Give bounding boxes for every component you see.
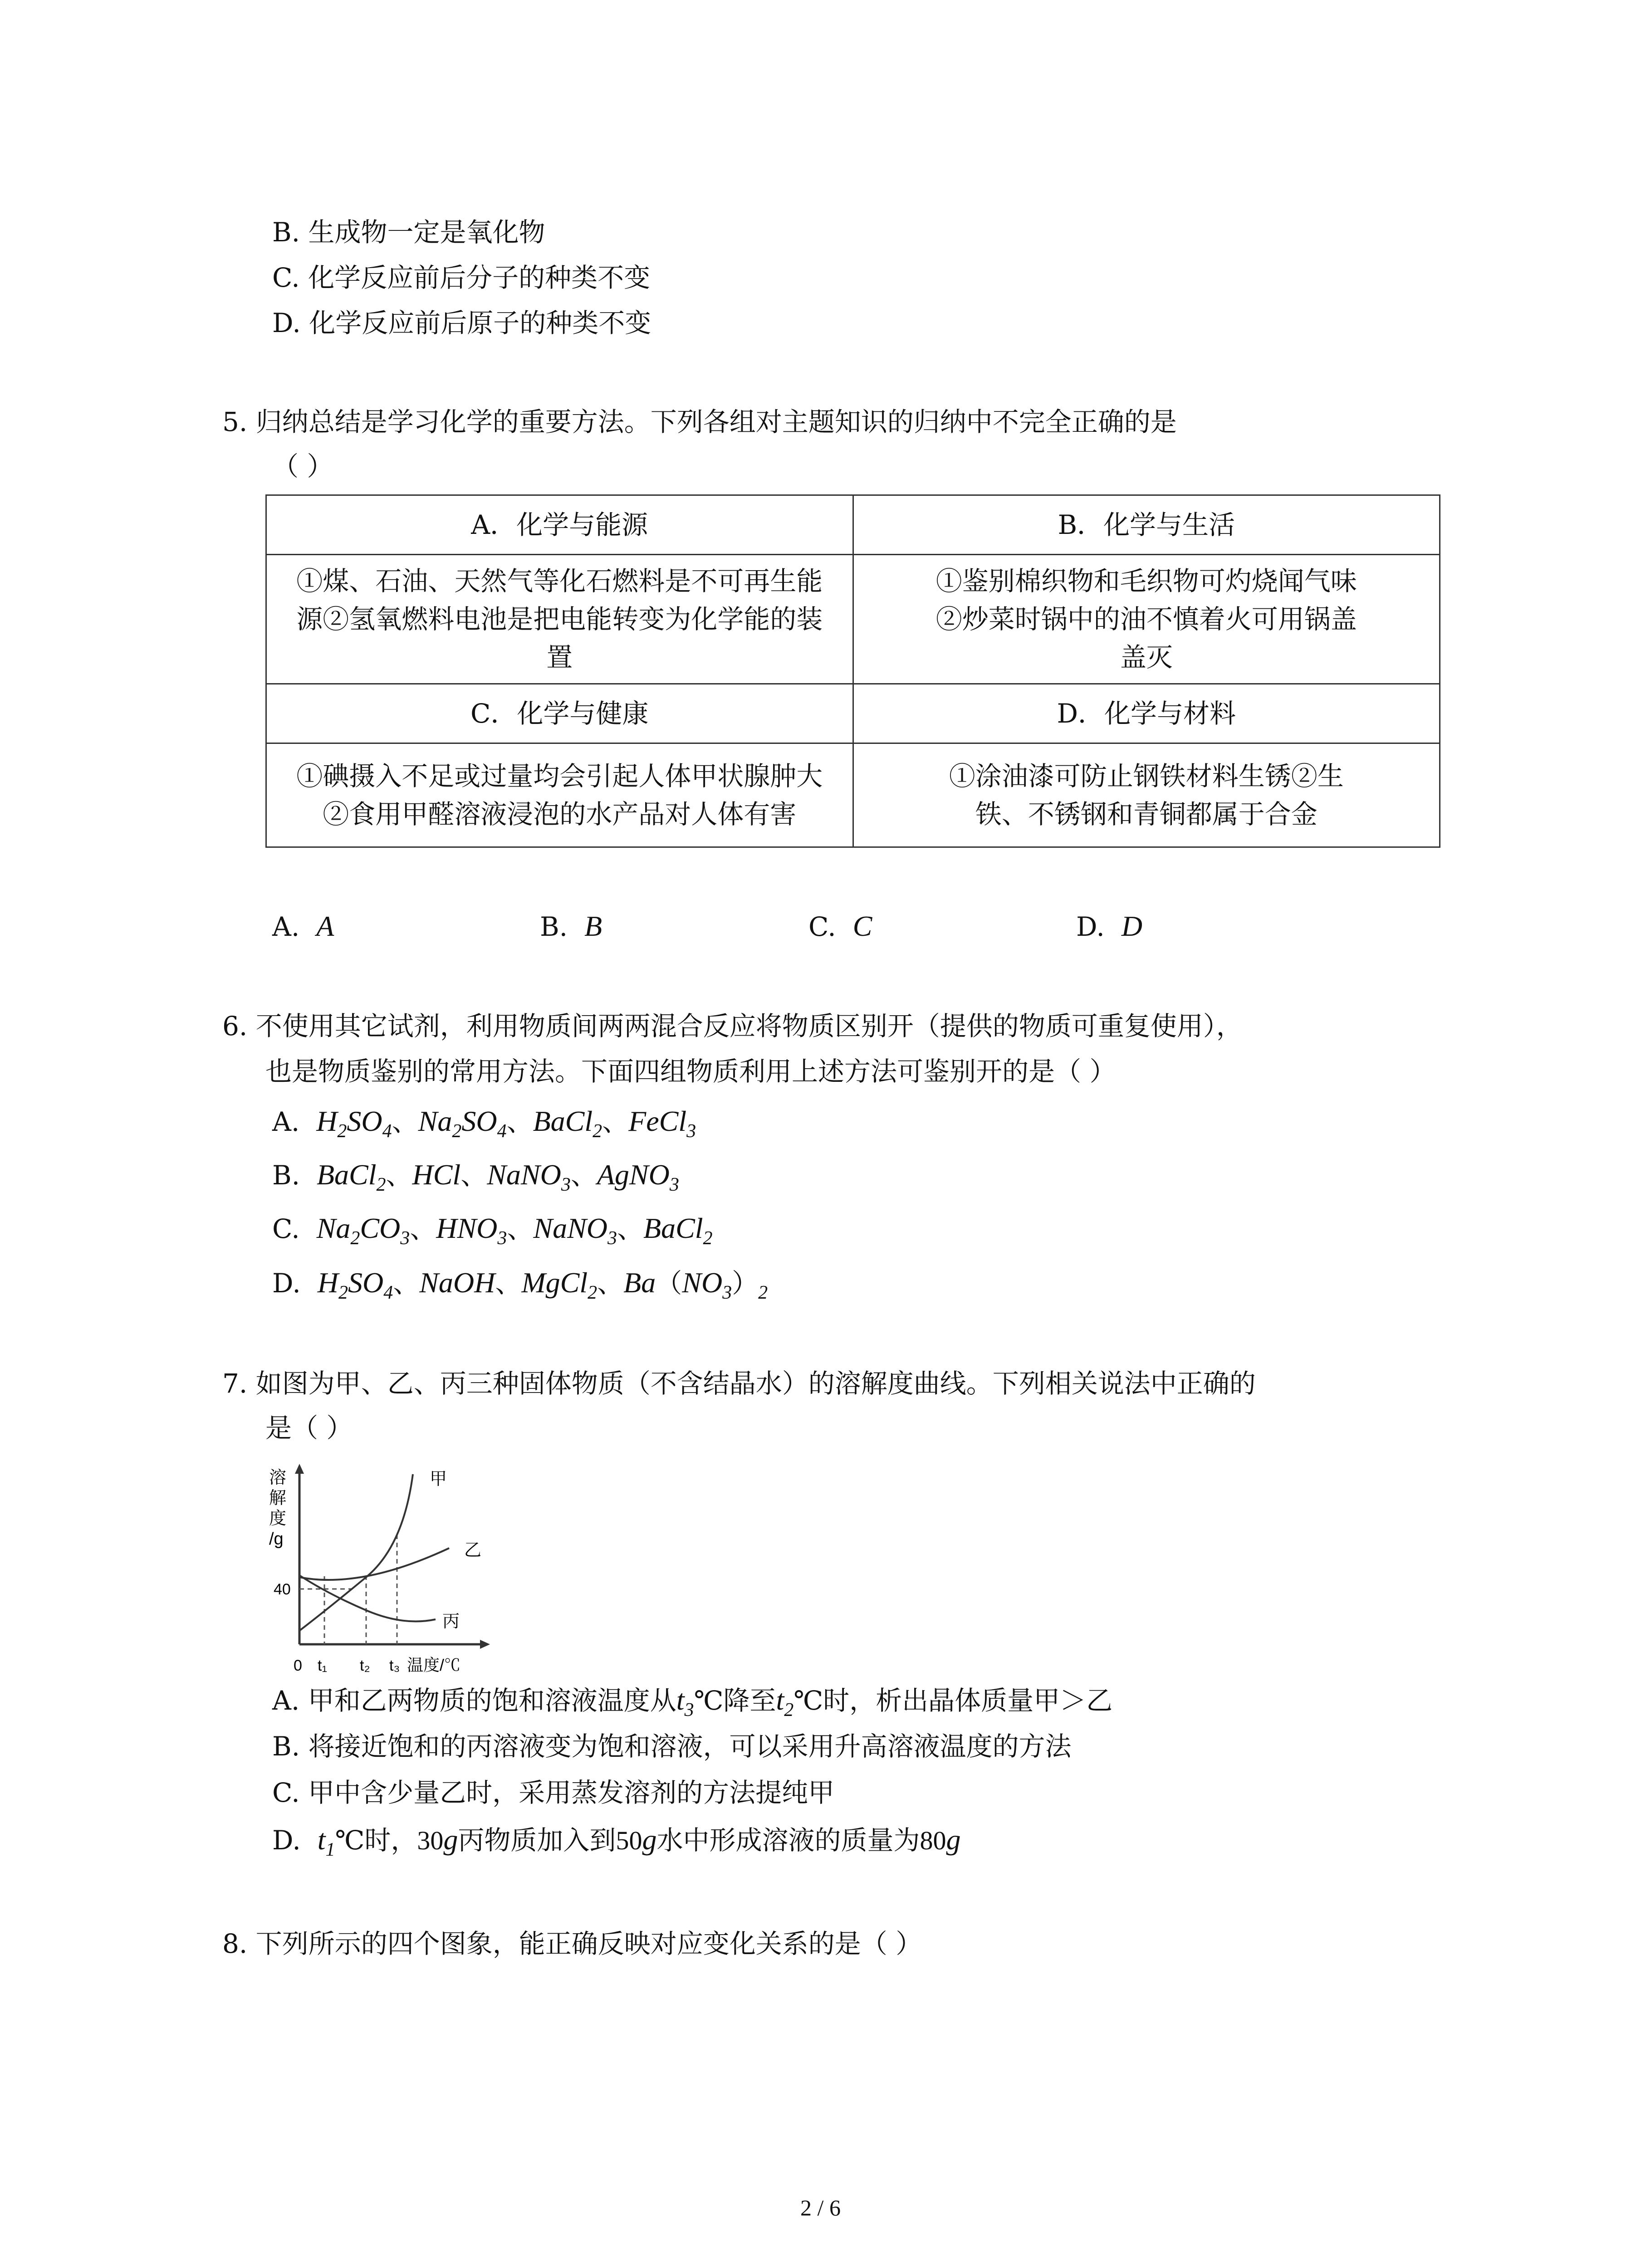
- x-tick-t1: t₁: [318, 1657, 327, 1674]
- y-axis-label-2: 解: [269, 1489, 287, 1508]
- y-axis-label-1: 溶: [269, 1468, 287, 1487]
- q7-stem-line-2: 是（ ）: [265, 1413, 353, 1443]
- table-cell-a-head: A．化学与能源: [266, 495, 853, 555]
- table-cell-a-body: ①煤、石油、天然气等化石燃料是不可再生能 源②氢氧燃料电池是把电能转变为化学能的装 置: [266, 555, 853, 684]
- table-cell-c-body: ①碘摄入不足或过量均会引起人体甲状腺肿大 ②食用甲醛溶液浸泡的水产品对人体有害: [266, 743, 853, 847]
- page-number: 2 / 6: [800, 2195, 841, 2220]
- table-cell-d-head: D．化学与材料: [853, 684, 1440, 743]
- q6-stem-line-1: 6. 不使用其它试剂，利用物质间两两混合反应将物质区别开（提供的物质可重复使用），: [222, 1011, 1243, 1041]
- label-jia: 甲: [430, 1470, 447, 1489]
- q7-option-a: A. 甲和乙两物质的饱和溶液温度从$t_3℃$降至$t_2℃$时，析出晶体质量甲＞乙: [272, 1684, 1113, 1721]
- curve-yi: [299, 1548, 449, 1580]
- q7-stem-line-1: 7. 如图为甲、乙、丙三种固体物质（不含结晶水）的溶解度曲线。下列相关说法中正确的: [222, 1368, 1256, 1399]
- q6-option-b: B. BaCl$_2$、HCl、NaNO$_3$、AgNO$_3$: [272, 1158, 679, 1195]
- x-axis-label: 温度/℃: [407, 1656, 461, 1674]
- label-yi: 乙: [464, 1541, 482, 1560]
- label-bing: 丙: [442, 1612, 460, 1631]
- y-axis-label-3: 度: [269, 1509, 287, 1528]
- q7-option-c: C. 甲中含少量乙时，采用蒸发溶剂的方法提纯甲: [272, 1777, 835, 1808]
- q8-stem: 8. 下列所示的四个图象，能正确反映对应变化关系的是（ ）: [222, 1928, 922, 1959]
- q4-option-b: B. 生成物一定是氧化物: [272, 217, 545, 248]
- q7-option-b: B. 将接近饱和的丙溶液变为饱和溶液，可以采用升高溶液温度的方法: [272, 1731, 1072, 1762]
- q5-option-b: B. B: [540, 910, 603, 942]
- x-axis-arrow-icon: [480, 1640, 490, 1649]
- q6-option-c: C. $Na_2CO_3$、$HNO_3$、NaNO$_3$、BaCl$_2$: [272, 1212, 713, 1249]
- q6-option-d: D. $H_2SO_4$、NaOH、MgCl$_2$、$Ba(NO_3)_2$: [272, 1266, 768, 1303]
- x-tick-t3: t₃: [389, 1657, 400, 1674]
- q5-option-d: D. D: [1076, 910, 1142, 942]
- table-cell-b-body: ①鉴别棉织物和毛织物可灼烧闻气味 ②炒菜时锅中的油不慎着火可用锅盖 盖灭: [853, 555, 1440, 684]
- q7-option-d: D. $t_1℃$时，30g丙物质加入到50g水中形成溶液的质量为80g: [272, 1823, 961, 1860]
- q5-knowledge-table: [265, 494, 1440, 848]
- q5-stem-line-2: （ ）: [272, 451, 333, 482]
- q4-option-d: D. 化学反应前后原子的种类不变: [272, 308, 652, 338]
- table-cell-c-head: C．化学与健康: [266, 684, 853, 743]
- y-axis-label-4: /g: [269, 1530, 284, 1549]
- q4-option-c: C. 化学反应前后分子的种类不变: [272, 262, 651, 293]
- table-cell-b-head: B．化学与生活: [853, 495, 1440, 555]
- table-cell-d-body: ①涂油漆可防止钢铁材料生锈②生 铁、不锈钢和青铜都属于合金: [853, 743, 1440, 847]
- q5-option-c: C. C: [808, 910, 872, 942]
- solubility-curve-figure: [261, 1458, 510, 1685]
- x-tick-0: 0: [294, 1657, 302, 1674]
- q5-stem-line-1: 5. 归纳总结是学习化学的重要方法。下列各组对主题知识的归纳中不完全正确的是: [222, 406, 1177, 437]
- q5-option-a: A. A: [272, 910, 334, 942]
- q6-option-a: A. $H_2SO_4$、$Na_2SO_4$、BaCl$_2$、FeCl$_3$: [272, 1105, 696, 1142]
- y-axis-arrow-icon: [295, 1464, 304, 1474]
- x-tick-t2: t₂: [360, 1657, 370, 1674]
- curve-jia: [299, 1474, 413, 1631]
- q6-stem-line-2: 也是物质鉴别的常用方法。下面四组物质利用上述方法可鉴别开的是（ ）: [265, 1056, 1116, 1087]
- y-tick-40: 40: [274, 1581, 291, 1598]
